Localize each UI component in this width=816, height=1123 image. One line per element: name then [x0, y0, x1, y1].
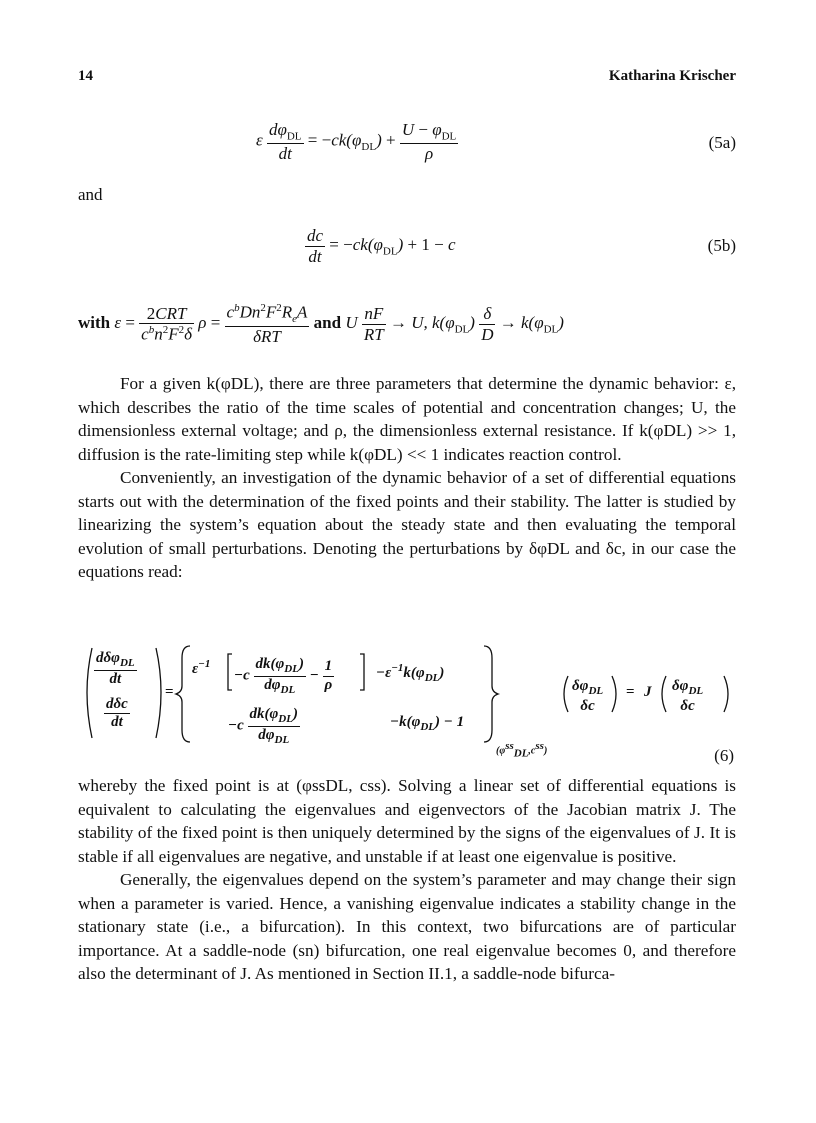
equation-6: $\frac{d\delta\varphi_{DL}}{dt}$ $\frac{\text{dδc}}{dt}$ = $\varepsilon^{-1}$ −c $\frac{dk(\varphi_{DL})}{d\varphi_{DL}}$ − $\frac{1}{\rho}$ $-\varepsilon^{-1}k(\varphi_{DL})$ −c $\frac{dk(\varphi_{DL})}{d\varphi_{DL}}$ $-k(\varphi_{DL}) - 1$ $(\varphi^{ss}_{DL},c^{ss})$ $\delta\varphi_{DL}$ δc = J $\delta\varphi_{DL}$ δc (6) [78, 640, 736, 780]
equation-5b: $\frac{dc}{dt}$ = $-ck(\varphi_{DL}) + 1 - c$ [307, 226, 456, 266]
connector-word-with: with [78, 313, 111, 333]
parameter-definitions: with ε = $\frac{\text{2CRT}}{c^bn^2F^2\delta}$ ρ = $\frac{c^bDn^2F^2R_eA}{\text{δRT}}$ and U $\frac{nF}{RT}$ → U, $k(\varphi_{DL})$ $\frac{\delta}{D}$ → $k(\varphi_{DL})$ [78, 302, 564, 346]
page-number: 14 [78, 68, 93, 84]
paragraph-4: Generally, the eigenvalues depend on the system’s parameter and may change their sign when a parameter is varied. Hence, a vanishing eigenvalue indicates a stability change in the stationary state (i.e., a bifurcation). In this context, two bifurcations are of particular importance. At a saddle-node (sn) bifurcation, one real eigenvalue becomes 0, and therefore also the determinant of J. As mentioned in Section II.1, a saddle-node bifurca- [78, 870, 736, 983]
connector-word-and: and [78, 185, 103, 204]
body-text-block-2 [78, 774, 736, 986]
running-header-author: Katharina Krischer [608, 68, 736, 84]
equation-number-6: (6) [714, 746, 734, 765]
body-text-block-1 [78, 372, 736, 584]
paragraph-3: whereby the fixed point is at (φssDL, css). Solving a linear set of differential equations is equivalent to calculating the eigenvalues and eigenvectors of the Jacobian matrix J. The stability of the fixed point is then uniquely determined by the signs of the eigenvalues of J. It is stable if all eigenvalues are negative, and unstable if at least one eigenvalue is positive. [78, 776, 736, 866]
equation-number-5a: (5a) [708, 133, 736, 152]
equation-number-5b: (5b) [707, 236, 736, 255]
equation-5a: ε $\frac{d\varphi_{DL}}{dt}$ = $-ck(\varphi_{DL})$ + $\frac{U - \varphi_{DL}}{\rho}$ [256, 120, 457, 164]
paragraph-1: For a given k(φDL), there are three parameters that determine the dynamic behavior: ε, which describes the ratio of the time scales of potential and concentration changes; U, the dimensionless external voltage; and ρ, the dimensionless external resistance. If k(φDL) >> 1, diffusion is the rate-limiting step while k(φDL) << 1 indicates reaction control. [78, 374, 736, 464]
equation-6-brackets [78, 640, 736, 780]
paragraph-2: Conveniently, an investigation of the dynamic behavior of a set of differential equations starts out with the determination of the fixed points and their stability. The latter is studied by linearizing the system’s equation about the steady state and then evaluating the temporal evolution of small perturbations. Denoting the perturbations by δφDL and δc, in our case the equations read: [78, 468, 736, 581]
